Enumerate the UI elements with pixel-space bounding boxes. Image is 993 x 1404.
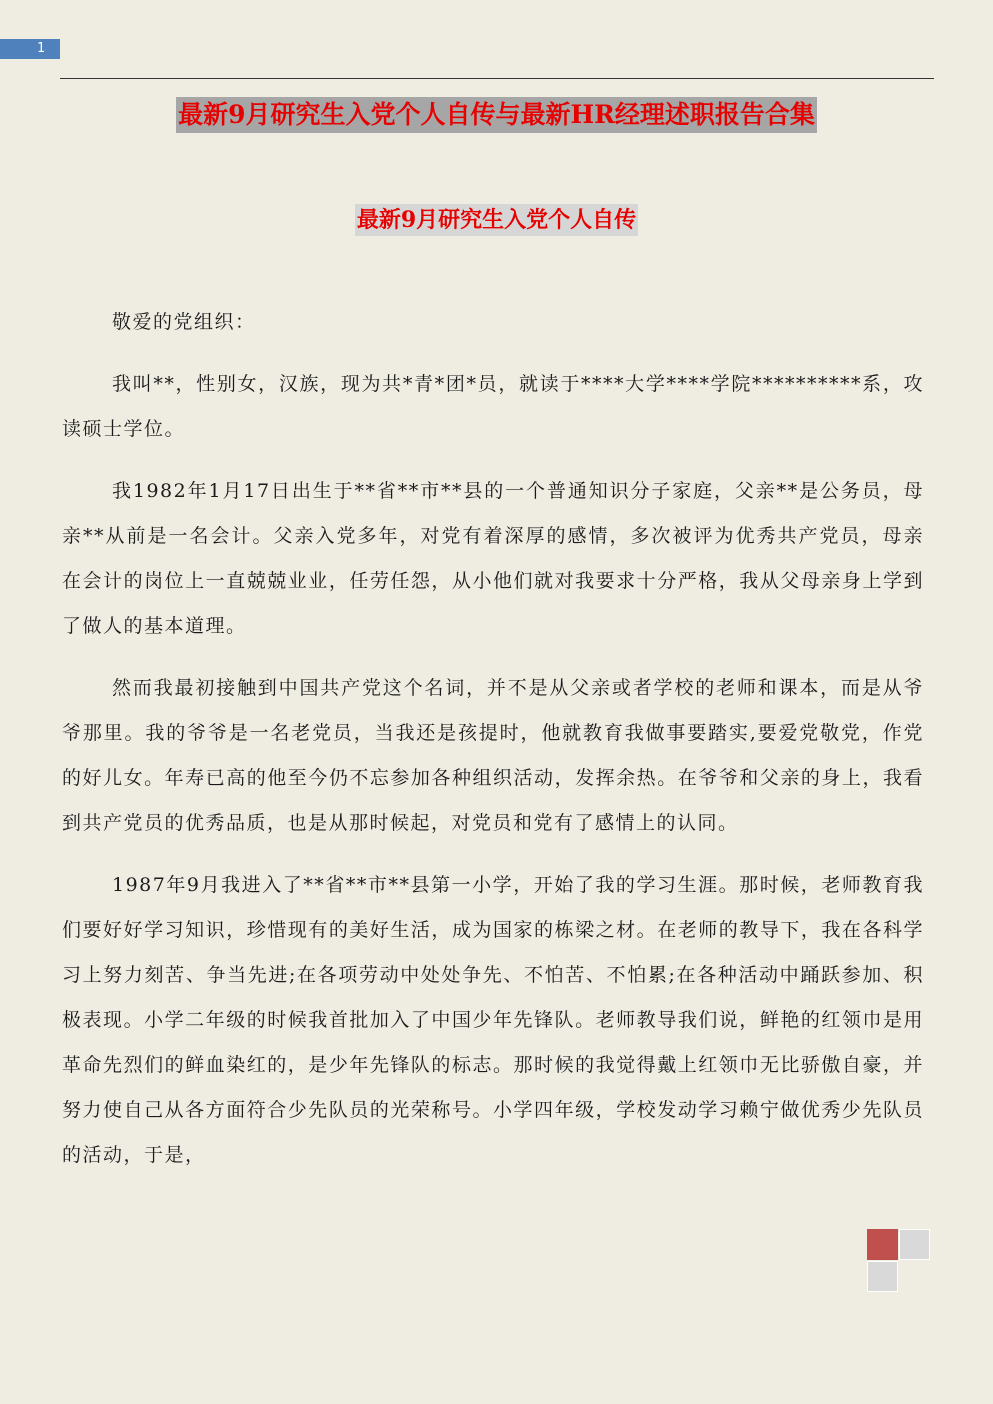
corner-decoration: [867, 1229, 933, 1293]
document-body: [62, 300, 924, 1195]
paragraph: 然而我最初接触到中国共产党这个名词，并不是从父亲或者学校的老师和课本，而是从爷爷那里。我的爷爷是一名老党员，当我还是孩提时，他就教育我做事要踏实,要爱党敬党，作党的好儿女。年寿已高的他至今仍不忘参加各种组织活动，发挥余热。在爷爷和父亲的身上，我看到共产党员的优秀品质，也是从那时候起，对党员和党有了感情上的认同。: [62, 677, 924, 834]
main-title: [0, 97, 993, 133]
paragraph: 1987年9月我进入了**省**市**县第一小学，开始了我的学习生涯。那时候，老师教育我们要好好学习知识，珍惜现有的美好生活，成为国家的栋梁之材。在老师的教导下，我在各科学习上努力刻苦、争当先进;在各项劳动中处处争先、不怕苦、不怕累;在各种活动中踊跃参加、积极表现。小学二年级的时候我首批加入了中国少年先锋队。老师教导我们说，鲜艳的红领巾是用革命先烈们的鲜血染红的，是少年先锋队的标志。那时候的我觉得戴上红领巾无比骄傲自豪，并努力使自己从各方面符合少先队员的光荣称号。小学四年级，学校发动学习赖宁做优秀少先队员的活动，于是，: [62, 874, 924, 1166]
deco-square-gray: [899, 1229, 930, 1260]
main-title-text: 最新9月研究生入党个人自传与最新HR经理述职报告合集: [176, 97, 817, 133]
deco-square-gray: [867, 1261, 898, 1292]
page-number-badge: [0, 39, 60, 59]
deco-square-red: [867, 1229, 898, 1260]
paragraph: 我1982年1月17日出生于**省**市**县的一个普通知识分子家庭，父亲**是公务员，母亲**从前是一名会计。父亲入党多年，对党有着深厚的感情，多次被评为优秀共产党员，母亲在会计的岗位上一直兢兢业业，任劳任怨，从小他们就对我要求十分严格，我从父母亲身上学到了做人的基本道理。: [62, 480, 924, 637]
header-rule: [60, 78, 934, 79]
paragraph: 我叫**，性别女，汉族，现为共*青*团*员，就读于****大学****学院**********系，攻读硕士学位。: [62, 373, 924, 440]
section-title: [0, 204, 993, 236]
page-number: 1: [37, 41, 46, 56]
section-title-text: 最新9月研究生入党个人自传: [355, 204, 638, 236]
salutation: 敬爱的党组织：: [112, 311, 256, 333]
